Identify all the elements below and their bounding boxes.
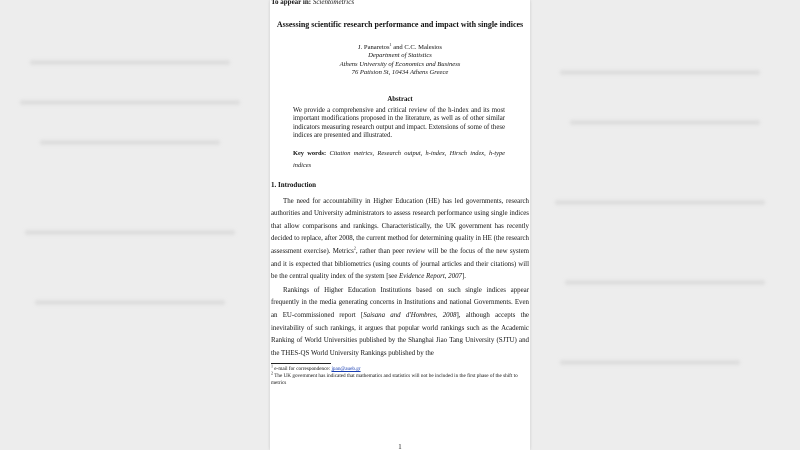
department: Department of Statistics: [368, 52, 432, 60]
address: 76 Patision St, 10434 Athens Greece: [351, 69, 449, 77]
abstract-text: We provide a comprehensive and critical review of the h-index and its most important modifications proposed in the literature, as well as of other similar indicators measuring research output and impact. Extensions of some of these indices are presented and illustrated.: [293, 106, 505, 140]
keywords: Key words: Citation metrics, Research output, h-index, Hirsch index, h-type indices: [293, 149, 505, 169]
author-block: J. Panaretos$^1$ and C.C. Malesios Department of Statistics Athens University of Economics and Business 76 Patision St, 10434 Athens Greece: [271, 44, 529, 78]
footnotes: $^1$ e-mail for correspondence: jpan@aueb.gr $^2$ The UK government has indicated that mathematics and statistics will not be included in the first phase of the shift to metrics: [271, 363, 518, 387]
publication-note: To appear in: Scientometrics: [271, 0, 355, 6]
paper-title: Assessing scientific research performance and impact with single indices: [276, 20, 524, 29]
document-page: [270, 0, 530, 450]
footnote-rule: [271, 363, 331, 364]
email-link[interactable]: jpan@aueb.gr: [331, 366, 361, 373]
page-number: 1: [398, 444, 402, 450]
section-heading: 1. Introduction: [271, 180, 316, 189]
abstract-heading: Abstract: [387, 95, 413, 103]
university: Athens University of Economics and Business: [339, 60, 461, 68]
paragraph: Rankings of Higher Education Institutions based on such single indices appear frequently in the media generating concerns in Institutions and national Governments. Even an EU-commissioned report [Saisana and d'Hombres, 2008], although accepts the inevitability of such rankings, it argues that popular world rankings such as the Academic Ranking of World Universities published by the Shanghai Jiao Tang University (SJTU) and the THES-QS World University Rankings published by the: [271, 286, 529, 357]
paragraph: The need for accountability in Higher Education (HE) has led governments, research authorities and University administrators to assess research performance using single indices that allow comparisons and rankings. Characteristically, the UK government has recently decided to replace, after 2008, the current method for determining quality in HE (the research assessment exercise). Metrics$^2$, rather than peer review will be the focus of the new system and it is expected that bibliometrics (using counts of journal articles and their citations) will be the central quality index of the system [see Evidence Report, 2007].: [271, 197, 530, 281]
